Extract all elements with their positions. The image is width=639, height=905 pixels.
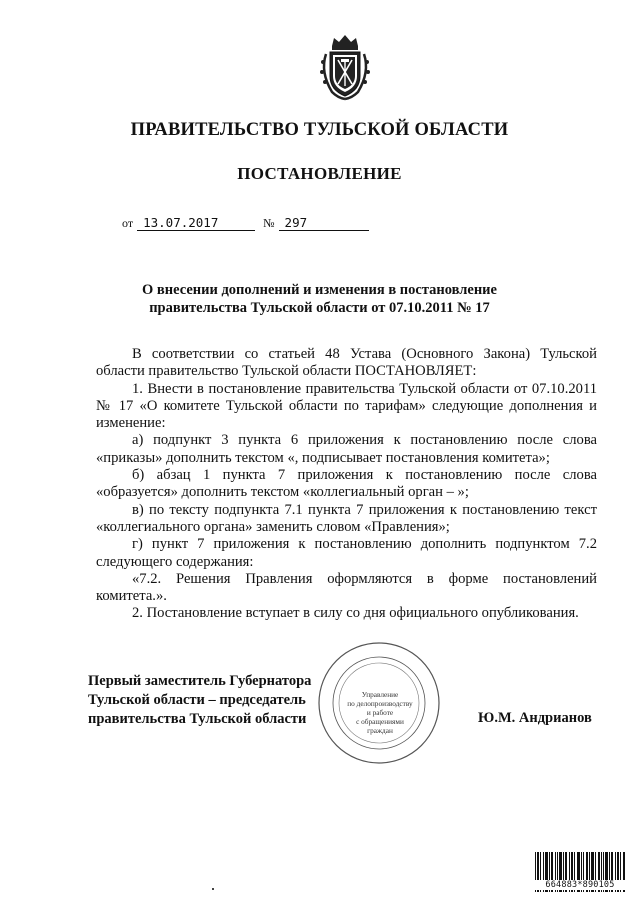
body-paragraph-8: 2. Постановление вступает в силу со дня официального опубликования. bbox=[132, 605, 579, 622]
document-body bbox=[96, 346, 597, 623]
body-paragraph-4: б) абзац 1 пункта 7 приложения к постановлению после слова «образуется» дополнить текстом «коллегиальный орган – »; bbox=[96, 467, 597, 501]
date-value: 13.07.2017 bbox=[137, 216, 255, 231]
date-label: от bbox=[122, 216, 134, 230]
coat-of-arms-emblem bbox=[312, 32, 378, 102]
body-paragraph-3: а) подпункт 3 пункта 6 приложения к постановлению после слова «приказы» дополнить текстом «, подписывает постановления комитета»; bbox=[96, 432, 597, 466]
stamp-text bbox=[336, 690, 424, 735]
scan-speck bbox=[212, 888, 214, 890]
barcode-number: 664883*890105 bbox=[534, 880, 626, 890]
body-paragraph-5: в) по тексту подпункта 7.1 пункта 7 приложения к постановлению текст «коллегиального органа» заменить словом «Правления»; bbox=[96, 501, 597, 535]
stamp-line-2: по делопроизводству bbox=[347, 699, 413, 708]
body-paragraph-1: В соответствии со статьей 48 Устава (Основного Закона) Тульской области правительство Тульской области ПОСТАНОВЛЯЕТ: bbox=[96, 346, 597, 380]
signatory-line-2: Тульской области – председатель bbox=[88, 692, 306, 708]
subject-line-1: О внесении дополнений и изменения в постановление bbox=[142, 282, 497, 298]
stamp-line-5: граждан bbox=[367, 726, 393, 735]
body-paragraph-6: г) пункт 7 приложения к постановлению дополнить подпунктом 7.2 следующего содержания: bbox=[96, 536, 597, 570]
government-title: ПРАВИТЕЛЬСТВО ТУЛЬСКОЙ ОБЛАСТИ bbox=[130, 120, 509, 140]
document-subject bbox=[0, 281, 639, 317]
date-number-line bbox=[122, 216, 369, 231]
document-type: ПОСТАНОВЛЕНИЕ bbox=[237, 164, 402, 183]
signatory-name: Ю.М. Андрианов bbox=[478, 710, 592, 726]
stamp-line-1: Управление bbox=[361, 690, 399, 699]
signatory-line-1: Первый заместитель Губернатора bbox=[88, 673, 312, 689]
number-label: № bbox=[263, 216, 275, 230]
stamp-line-3: и работе bbox=[366, 708, 394, 717]
body-paragraph-2: 1. Внести в постановление правительства Тульской области от 07.10.2011 № 17 «О комитете Тульской области по тарифам» следующие дополнения и изменение: bbox=[96, 380, 597, 432]
number-value: 297 bbox=[279, 216, 369, 231]
subject-line-2: правительства Тульской области от 07.10.2011 № 17 bbox=[149, 300, 490, 316]
stamp-line-4: с обращениями bbox=[356, 717, 404, 726]
signatory-line-3: правительства Тульской области bbox=[88, 711, 307, 727]
body-paragraph-7: «7.2. Решения Правления оформляются в форме постановлений комитета.». bbox=[96, 570, 597, 605]
signatory-title bbox=[88, 672, 311, 729]
